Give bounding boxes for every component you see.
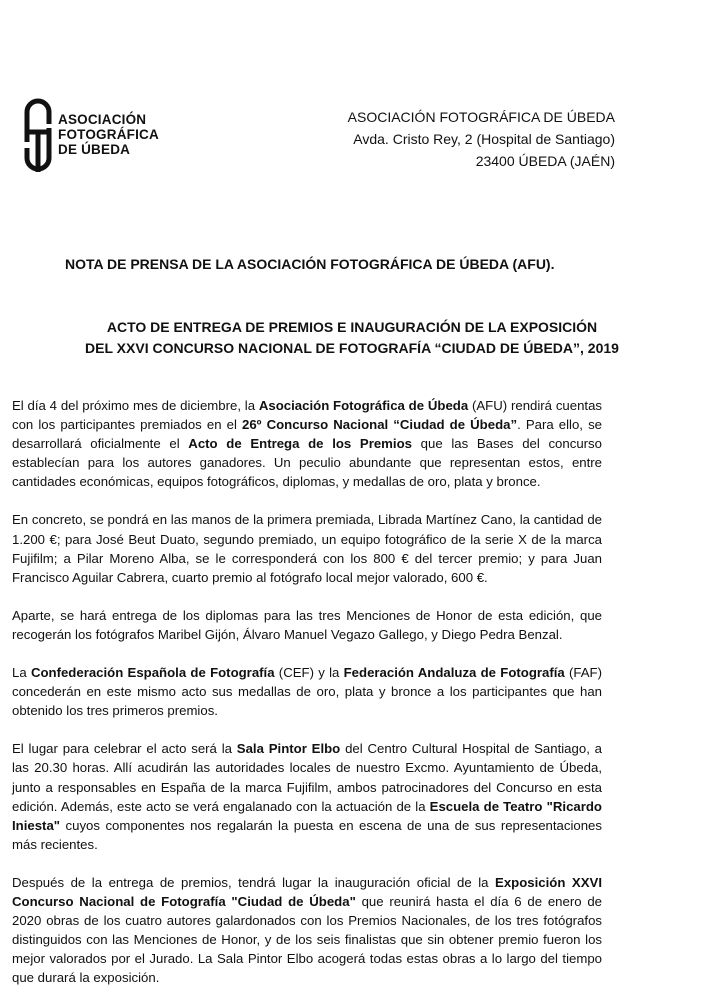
logo-line-3: DE ÚBEDA	[58, 142, 131, 157]
paragraph-3: Aparte, se hará entrega de los diplomas para las tres Menciones de Honor de esta edición, que recogerán los fotógrafos Maribel Gijón, Álvaro Manuel Vegazo Gallego, y Diego Pedra Benzal.	[12, 607, 602, 642]
p1-text-c: (AFU) rendirá cuentas con los participantes premiados en el	[12, 398, 603, 433]
p4-text-a: La	[12, 665, 31, 681]
p4-text-c: (CEF) y la	[274, 665, 344, 681]
title-line-1: ACTO DE ENTREGA DE PREMIOS E INAUGURACIÓN DE LA EXPOSICIÓN	[106, 319, 598, 335]
afu-logo	[22, 98, 172, 174]
p1-text-g: que las Bases del concurso establecían para los autores ganadores. Un peculio abundante que representan estos, entre cantidades económicas, equipos fotográficos, diplomas, y medallas de oro, plata y bronce.	[12, 436, 602, 490]
paragraph-2: En concreto, se pondrá en las manos de la primera premiada, Librada Martínez Cano, la cantidad de 1.200 €; para José Beut Duato, segundo premiado, un equipo fotográfico de la serie X de la marca Fujifilm; a Pilar Moreno Alba, se le corresponderá con los 800 € del tercer premio; y para Juan Francisco Aguilar Cabrera, cuarto premio al fotógrafo local mejor valorado, 600 €.	[12, 512, 602, 585]
p5-text-c: del Centro Cultural Hospital de Santiago, a las 20.30 horas. Allí acudirán las autoridades locales de nuestro Excmo. Ayuntamiento de Úbeda, junto a responsables en España de la marca Fujifilm, ambos patrocinadores del Concurso en esta edición. Además, este acto se verá engalanado con la actuación de la	[12, 741, 603, 814]
paragraph-5	[12, 739, 602, 854]
p6-bold-exhibition: Exposición XXVI Concurso Nacional de Fotografía "Ciudad de Úbeda"	[12, 874, 602, 909]
afu-monogram-icon	[22, 98, 54, 174]
logo-line-1: ASOCIACIÓN	[58, 112, 147, 127]
address-line-1: ASOCIACIÓN FOTOGRÁFICA DE ÚBEDA	[347, 109, 615, 125]
p4-text-e: (FAF) concederán en este mismo acto sus medallas de oro, plata y bronce a los participantes que han obtenido los tres primeros premios.	[12, 665, 602, 719]
p5-text-e: cuyos componentes nos regalarán la puesta en escena de una de sus representaciones más recientes.	[12, 817, 602, 852]
p1-text-a: El día 4 del próximo mes de diciembre, la	[12, 398, 259, 413]
press-release-heading: NOTA DE PRENSA DE LA ASOCIACIÓN FOTOGRÁFICA DE ÚBEDA (AFU).	[65, 256, 555, 272]
p1-text-e: . Para ello, se desarrollará oficialmente el	[12, 417, 602, 452]
logo-line-2: FOTOGRÁFICA	[58, 127, 159, 142]
p5-bold-venue: Sala Pintor Elbo	[236, 741, 341, 757]
document-title	[0, 317, 704, 359]
document-body	[12, 396, 602, 1006]
paragraph-1	[12, 396, 602, 491]
p6-text-a: Después de la entrega de premios, tendrá lugar la inauguración oficial de la	[12, 874, 496, 890]
p1-bold-contest: 26º Concurso Nacional “Ciudad de Úbeda”	[242, 417, 518, 433]
p6-text-c: que reunirá hasta el día 6 de enero de 2020 obras de los cuatro autores galardonados con los Premios Nacionales, de los tres fotógrafos distinguidos con las Menciones de Honor, y de los seis finalistas que sin obtener premio fueron los mejor valorados por el Jurado. La Sala Pintor Elbo acogerá todas estas obras a lo largo del tiempo que durará la exposición.	[12, 893, 602, 986]
logo-wordmark	[58, 112, 159, 157]
p4-bold-faf: Federación Andaluza de Fotografía	[343, 665, 565, 681]
p5-bold-theatre-school: Escuela de Teatro "Ricardo Iniesta"	[12, 798, 602, 833]
paragraph-4	[12, 663, 602, 720]
paragraph-6	[12, 873, 602, 988]
p1-bold-association: Asociación Fotográfica de Úbeda	[258, 398, 469, 413]
address-line-3: 23400 ÚBEDA (JAÉN)	[475, 153, 615, 169]
p1-bold-ceremony: Acto de Entrega de los Premios	[188, 436, 412, 452]
p5-text-a: El lugar para celebrar el acto será la	[12, 741, 237, 757]
p4-bold-cef: Confederación Española de Fotografía	[30, 665, 275, 681]
sender-address	[348, 106, 615, 172]
title-line-2: DEL XXVI CONCURSO NACIONAL DE FOTOGRAFÍA “CIUDAD DE ÚBEDA”, 2019	[85, 340, 619, 356]
address-line-2: Avda. Cristo Rey, 2 (Hospital de Santiago)	[353, 131, 615, 147]
